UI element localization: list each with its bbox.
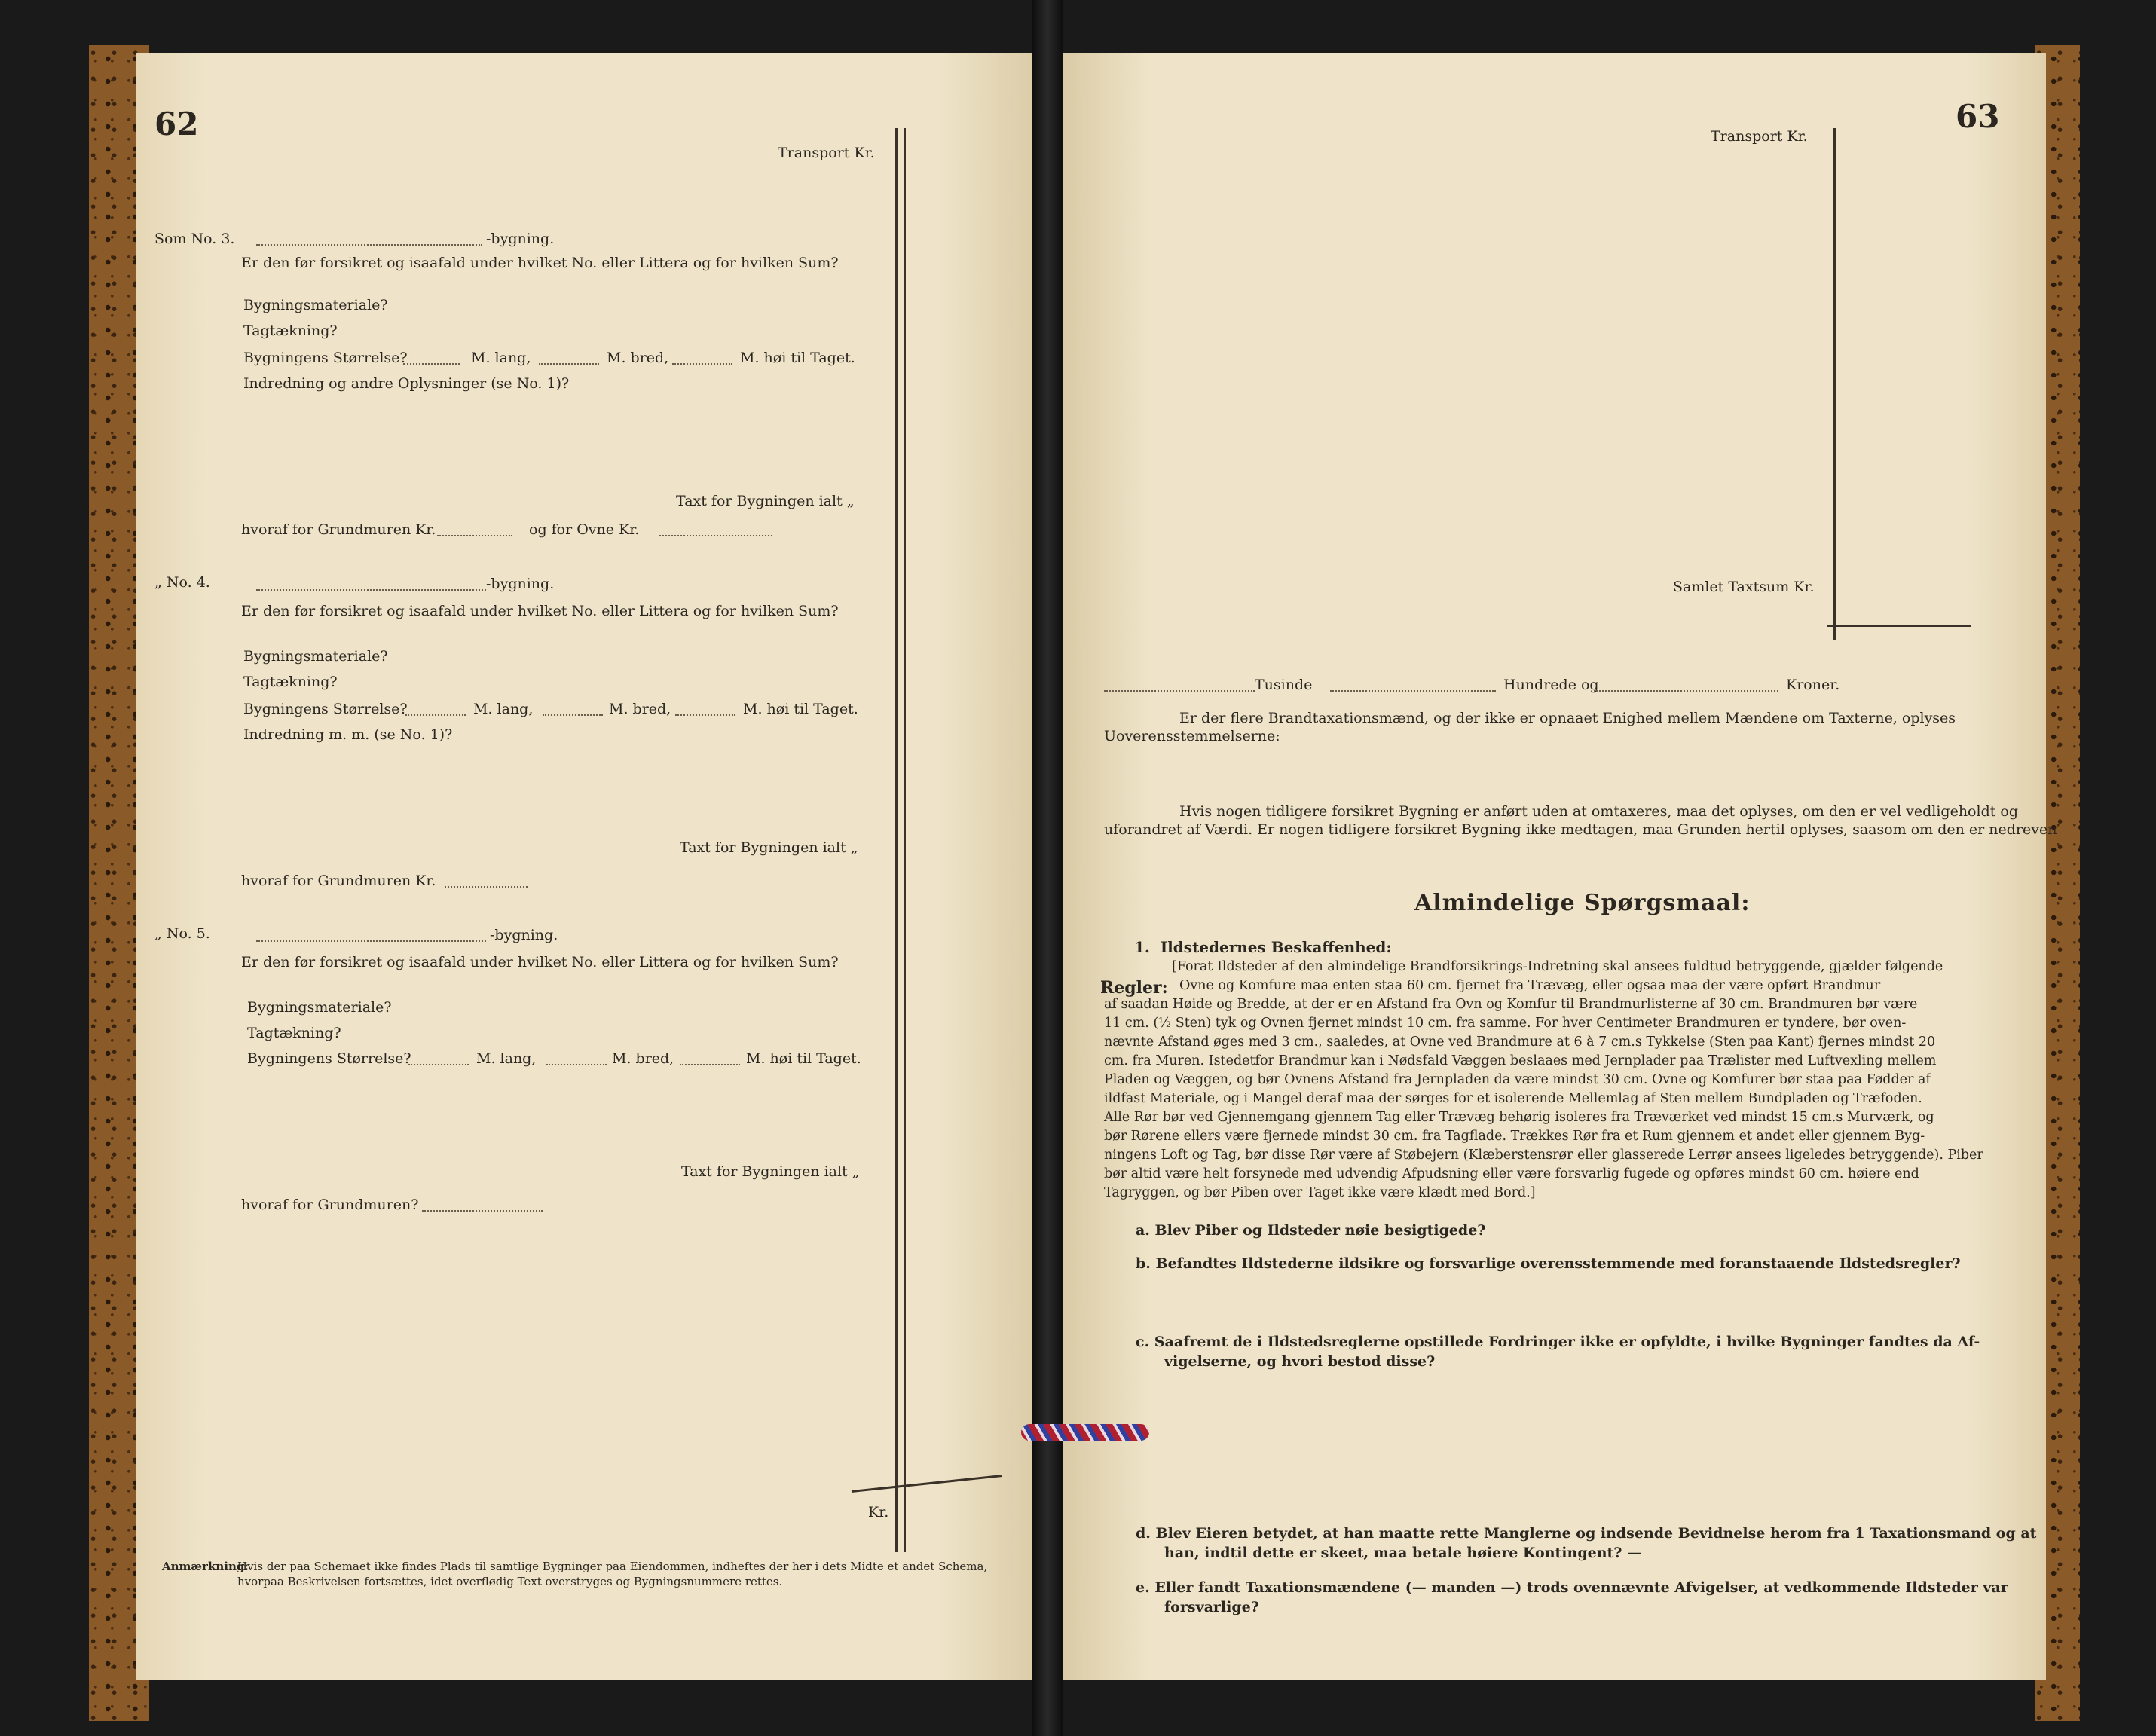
no5-size: Bygningens Størrelse? <box>247 1050 411 1067</box>
no4-long: M. lang, <box>473 701 534 717</box>
amount-column-rule-left <box>895 128 898 1552</box>
no3-height-field[interactable] <box>672 363 732 365</box>
sum-rule-left <box>852 1475 1002 1493</box>
kroner-field[interactable] <box>1594 690 1778 692</box>
no3-interior: Indredning og andre Oplysninger (se No. 1)? <box>243 375 570 392</box>
note-label: Anmærkning: <box>162 1560 249 1573</box>
no4-length-field[interactable] <box>405 714 466 716</box>
prior-line-2: uforandret af Værdi. Er nogen tidligere forsikret Bygning ikke medtagen, maa Grunden hertil oplyses, saasom om den er nedreven <box>1104 821 2057 838</box>
kr-label-left: Kr. <box>868 1504 889 1521</box>
no3-suffix: -bygning. <box>486 231 555 247</box>
question-e-2: forsvarlige? <box>1164 1599 1259 1615</box>
transport-label-right: Transport Kr. <box>1711 128 1808 145</box>
note-line-2: hvorpaa Beskrivelsen fortsættes, idet overflødig Text overstryges og Bygningsnummere rettes. <box>237 1575 783 1588</box>
no3-name-field[interactable] <box>256 244 482 246</box>
disagree-line-1: Er der flere Brandtaxationsmænd, og der ikke er opnaaet Enighed mellem Mændene om Taxterne, oplyses <box>1179 710 1956 726</box>
amount-column-rule-right <box>1833 128 1836 640</box>
no5-suffix: -bygning. <box>490 927 558 943</box>
thousand-label: Tusinde <box>1255 677 1313 693</box>
no4-prefix: „ No. 4. <box>154 574 210 591</box>
no5-question: Er den før forsikret og isaafald under hvilket No. eller Littera og for hvilken Sum? <box>241 954 839 970</box>
rule-line: ningens Loft og Tag, bør disse Rør være af Støbejern (Klæberstensrør eller glasserede Lerrør ansees ligeledes betryggende). Piber <box>1104 1148 1983 1163</box>
no5-high: M. høi til Taget. <box>746 1050 861 1067</box>
no5-of-which: hvoraf for Grundmuren? <box>241 1197 419 1213</box>
question-a: a. Blev Piber og Ildsteder nøie besigtigede? <box>1136 1222 1486 1239</box>
no3-material: Bygningsmateriale? <box>243 297 388 313</box>
hundred-label: Hundrede og <box>1503 677 1599 693</box>
no4-material: Bygningsmateriale? <box>243 648 388 665</box>
no5-prefix: „ No. 5. <box>154 925 210 942</box>
rule-line: [Forat Ildsteder af den almindelige Brandforsikrings-Indretning skal ansees fuldtud betryggende, gjælder følgende <box>1172 959 1943 974</box>
book-spine <box>1032 0 1063 1736</box>
no3-size: Bygningens Størrelse? <box>243 350 408 366</box>
rule-line: af saadan Høide og Bredde, at der er en Afstand fra Ovn og Komfur til Brandmurlisterne af 30 cm. Brandmuren bør være <box>1104 997 1918 1012</box>
rule-line: bør Rørene ellers være fjernede mindst 30 cm. fra Tagflade. Trækkes Rør fra et Rum gjennem et andet eller gjennem Byg- <box>1104 1129 1925 1144</box>
no3-high: M. høi til Taget. <box>740 350 855 366</box>
no5-roof: Tagtækning? <box>247 1025 341 1041</box>
kroner-label: Kroner. <box>1786 677 1840 693</box>
question-c-2: vigelserne, og hvori bestod disse? <box>1164 1353 1436 1370</box>
question-d-2: han, indtil dette er skeet, maa betale høiere Kontingent? — <box>1164 1545 1642 1561</box>
question-d-1: d. Blev Eieren betydet, at han maatte rette Manglerne og indsende Bevidnelse herom fra 1 Taxationsmand og at <box>1136 1525 2037 1542</box>
rule-line: cm. fra Muren. Istedetfor Brandmur kan i Nødsfald Væggen beslaaes med Jernplader paa Trælister med Luftvexling mellem <box>1104 1053 1937 1068</box>
no5-foundation-field[interactable] <box>422 1210 543 1212</box>
rule-line: bør altid være helt forsynede med udvendig Afpudsning eller være forsvarlig fugede og opføres mindst 60 cm. høiere end <box>1104 1166 1919 1181</box>
no4-interior: Indredning m. m. (se No. 1)? <box>243 726 453 743</box>
no5-material: Bygningsmateriale? <box>247 999 392 1016</box>
no3-foundation-field[interactable] <box>437 535 512 536</box>
no3-ovens-field[interactable] <box>659 535 772 536</box>
no5-length-field[interactable] <box>408 1064 469 1065</box>
bookmark-ribbon <box>1021 1424 1149 1441</box>
note-line-1: Hvis der paa Schemaet ikke findes Plads til samtlige Bygninger paa Eiendommen, indheftes der her i dets Midte et andet Schema, <box>237 1560 988 1573</box>
section-1: 1. Ildstedernes Beskaffenhed: <box>1134 938 1392 956</box>
left-page <box>136 53 1047 1680</box>
disagree-line-2: Uoverensstemmelserne: <box>1104 728 1280 744</box>
page-number-right: 63 <box>1956 98 2000 135</box>
no5-long: M. lang, <box>476 1050 537 1067</box>
no3-ovens: og for Ovne Kr. <box>529 521 640 538</box>
rule-line: ildfast Materiale, og i Mangel deraf maa der sørges for et isolerende Mellemlag af Sten mellem Bundpladen og Træfoden. <box>1104 1091 1922 1106</box>
no5-name-field[interactable] <box>256 940 486 942</box>
no5-height-field[interactable] <box>680 1064 740 1065</box>
no5-width-field[interactable] <box>546 1064 607 1065</box>
rule-line: nævnte Afstand øges med 3 cm., saaledes, at Ovne ved Brandmure at 6 à 7 cm.s Tykkelse (Sten paa Kant) fjernes mindst 20 <box>1104 1035 1936 1050</box>
total-rule-right <box>1827 625 1971 627</box>
question-c-1: c. Saafremt de i Ildstedsreglerne opstillede Fordringer ikke er opfyldte, i hvilke Bygninger fandtes da Af- <box>1136 1334 1980 1350</box>
no3-long: M. lang, <box>471 350 531 366</box>
rule-line: 11 cm. (½ Sten) tyk og Ovnen fjernet mindst 10 cm. fra samme. For hver Centimeter Brandmuren er tyndere, bør oven- <box>1104 1016 1907 1031</box>
no3-length-field[interactable] <box>403 363 460 365</box>
rule-line: Ovne og Komfure maa enten staa 60 cm. fjernet fra Trævæg, eller ogsaa maa der være opført Brandmur <box>1179 978 1881 993</box>
no4-high: M. høi til Taget. <box>743 701 858 717</box>
no3-question: Er den før forsikret og isaafald under hvilket No. eller Littera og for hvilken Sum? <box>241 255 839 271</box>
no4-name-field[interactable] <box>256 589 486 591</box>
page-number-left: 62 <box>154 105 199 142</box>
no4-roof: Tagtækning? <box>243 674 338 690</box>
hundred-field[interactable] <box>1330 690 1496 692</box>
no4-question: Er den før forsikret og isaafald under hvilket No. eller Littera og for hvilken Sum? <box>241 603 839 619</box>
rules-lead: Regler: <box>1100 978 1168 998</box>
general-questions-heading: Almindelige Spørgsmaal: <box>1414 890 1751 916</box>
amount-column-rule-left-2 <box>904 128 906 1552</box>
prior-line-1: Hvis nogen tidligere forsikret Bygning er anført uden at omtaxeres, maa det oplyses, om den er vel vedligeholdt og <box>1179 803 2019 820</box>
thousand-field[interactable] <box>1104 690 1255 692</box>
question-b: b. Befandtes Ildstederne ildsikre og forsvarlige overensstemmende med foranstaaende Ildstedsregler? <box>1136 1255 1961 1272</box>
no4-of-which: hvoraf for Grundmuren Kr. <box>241 873 436 889</box>
no3-prefix: Som No. 3. <box>154 231 235 247</box>
transport-label-left: Transport Kr. <box>778 145 875 161</box>
total-label: Samlet Taxtsum Kr. <box>1673 579 1815 595</box>
rule-line: Tagryggen, og bør Piben over Taget ikke være klædt med Bord.] <box>1104 1185 1536 1200</box>
no4-width-field[interactable] <box>543 714 603 716</box>
no4-wide: M. bred, <box>609 701 671 717</box>
no4-tax: Taxt for Bygningen ialt „ <box>680 839 858 856</box>
no3-of-which: hvoraf for Grundmuren Kr. <box>241 521 436 538</box>
no4-height-field[interactable] <box>675 714 735 716</box>
no3-wide: M. bred, <box>607 350 669 366</box>
no5-wide: M. bred, <box>612 1050 674 1067</box>
rule-line: Alle Rør bør ved Gjennemgang gjennem Tag eller Trævæg behørig isoleres fra Træværket ved mindst 15 cm.s Murværk, og <box>1104 1110 1934 1125</box>
no4-foundation-field[interactable] <box>445 886 528 888</box>
no3-tax: Taxt for Bygningen ialt „ <box>676 493 855 509</box>
no5-tax: Taxt for Bygningen ialt „ <box>681 1163 860 1180</box>
rule-line: Pladen og Væggen, og bør Ovnens Afstand fra Jernpladen da være mindst 30 cm. Ovne og Komfurer bør staa paa Fødder af <box>1104 1072 1931 1087</box>
no3-width-field[interactable] <box>539 363 599 365</box>
right-page <box>1051 53 2057 1680</box>
no4-suffix: -bygning. <box>486 576 555 592</box>
no4-size: Bygningens Størrelse? <box>243 701 408 717</box>
no3-roof: Tagtækning? <box>243 322 338 339</box>
question-e-1: e. Eller fandt Taxationsmændene (— manden —) trods ovennævnte Afvigelser, at vedkommende Ildsteder var <box>1136 1579 2008 1596</box>
